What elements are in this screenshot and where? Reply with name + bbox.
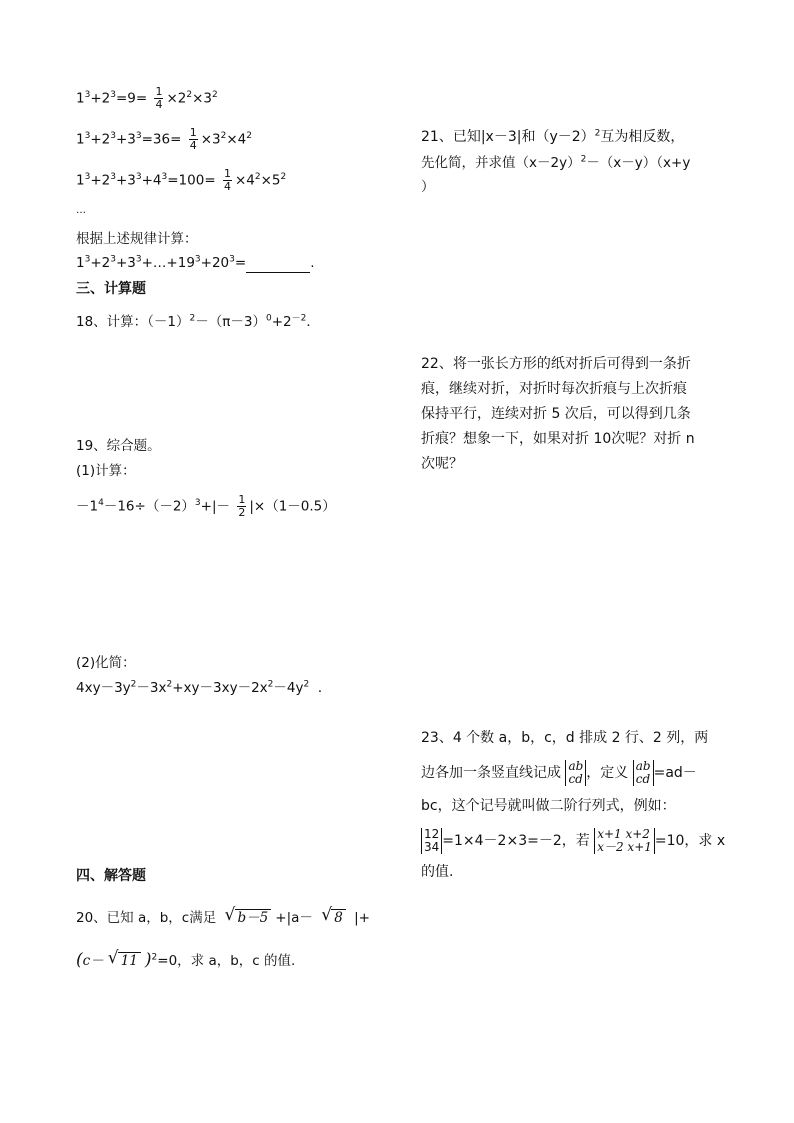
question-19-part2-expression: $4xy-3y^2-3x^2+xy-3xy-2x^2-4y^2$ ． bbox=[76, 679, 332, 696]
sqrt-8: √ 8 bbox=[321, 908, 346, 928]
pattern-row-2: $1^3+2^3+3^3=36=$ $\frac{1}{4}$ $\times 3^2\times 4^2$ bbox=[76, 126, 252, 152]
fraction-one-quarter: $\frac{1}{4}$ bbox=[155, 85, 163, 111]
question-19-title: 19、综合题。 bbox=[76, 438, 161, 454]
question-23-line5: 的值. bbox=[421, 864, 454, 880]
fraction-one-quarter: $\frac{1}{4}$ bbox=[189, 126, 197, 152]
question-21-line2: 先化简，并求值$(x-2y)^2-(x-y)(x+y$ bbox=[421, 154, 691, 171]
section-3-title: 三、计算题 bbox=[76, 281, 146, 297]
determinant-x-expressions: x+1 x+2 x－2 x+1 bbox=[594, 828, 655, 854]
fraction-one-quarter: $\frac{1}{4}$ bbox=[223, 167, 231, 193]
question-22-line: 痕，继续对折，对折时每次折痕与上次折痕 bbox=[421, 381, 687, 397]
pattern-row-3: $1^3+2^3+3^3+4^3=100=$ $\frac{1}{4}$ $\times 4^2\times 5^2$ bbox=[76, 167, 287, 193]
question-22-line: 次呢？ bbox=[421, 456, 463, 472]
question-19-part1-label: (1)计算： bbox=[76, 463, 136, 479]
question-23-line1: 23、4 个数 a，b，c，d 排成 2 行、2 列，两 bbox=[421, 730, 709, 746]
fraction-one-half: $\frac{1}{2}$ bbox=[238, 493, 246, 519]
question-23-line4: 12 34 =1×4－2×3=－2，若 x+1 x+2 x－2 x+1 =10，求 x bbox=[421, 828, 725, 854]
pattern-ellipsis: … bbox=[76, 205, 86, 216]
determinant-1234: 12 34 bbox=[421, 828, 442, 854]
pattern-instruction: 根据上述规律计算： bbox=[76, 231, 198, 247]
question-18: 18、计算：$(-1)^2-(\pi-3)^0+2^{-2}$． bbox=[76, 313, 320, 330]
determinant-abcd: ab cd bbox=[565, 760, 586, 786]
question-20-line2: (c－√ 11 )$^2$=0，求 a，b，c 的值. bbox=[76, 950, 295, 971]
question-19-part2-label: (2)化简： bbox=[76, 655, 136, 671]
pattern-final-question: $1^3+2^3+3^3+\dots+19^3+20^3=$ . bbox=[76, 254, 315, 271]
question-23-line3: bc，这个记号就叫做二阶行列式，例如： bbox=[421, 798, 676, 814]
question-20-line1: 20、已知 a，b，c满足 √ b－5 +|a－ √ 8 |+ bbox=[76, 908, 370, 928]
question-21-line1: 21、已知|x－3|和$(y-2)^2$互为相反数， bbox=[421, 128, 685, 145]
question-22-line: 22、将一张长方形的纸对折后可得到一条折 bbox=[421, 356, 691, 372]
pattern-row-1: $1^3+2^3=9=$ $\frac{1}{4}$ $\times 2^2\times 3^2$ bbox=[76, 85, 218, 111]
sqrt-11: √ 11 bbox=[108, 951, 141, 971]
question-22 bbox=[421, 352, 721, 477]
question-22-line: 折痕？想象一下，如果对折 10次呢？对折 n bbox=[421, 431, 695, 447]
answer-blank[interactable] bbox=[246, 258, 310, 273]
question-22-line: 保持平行，连续对折 5 次后，可以得到几条 bbox=[421, 406, 691, 422]
determinant-abcd: ab cd bbox=[633, 760, 654, 786]
section-4-title: 四、解答题 bbox=[76, 868, 146, 884]
question-19-part1-expression: $-1^4-16\div(-2)^3+|-$ $\frac{1}{2}$ |×（1－0.5） bbox=[76, 493, 336, 519]
question-21-line3: ） bbox=[421, 179, 435, 195]
sqrt-b-minus-5: √ b－5 bbox=[225, 908, 272, 928]
question-23-line2: 边各加一条竖直线记成 ab cd ，定义 ab cd =ad－ bbox=[421, 759, 697, 786]
